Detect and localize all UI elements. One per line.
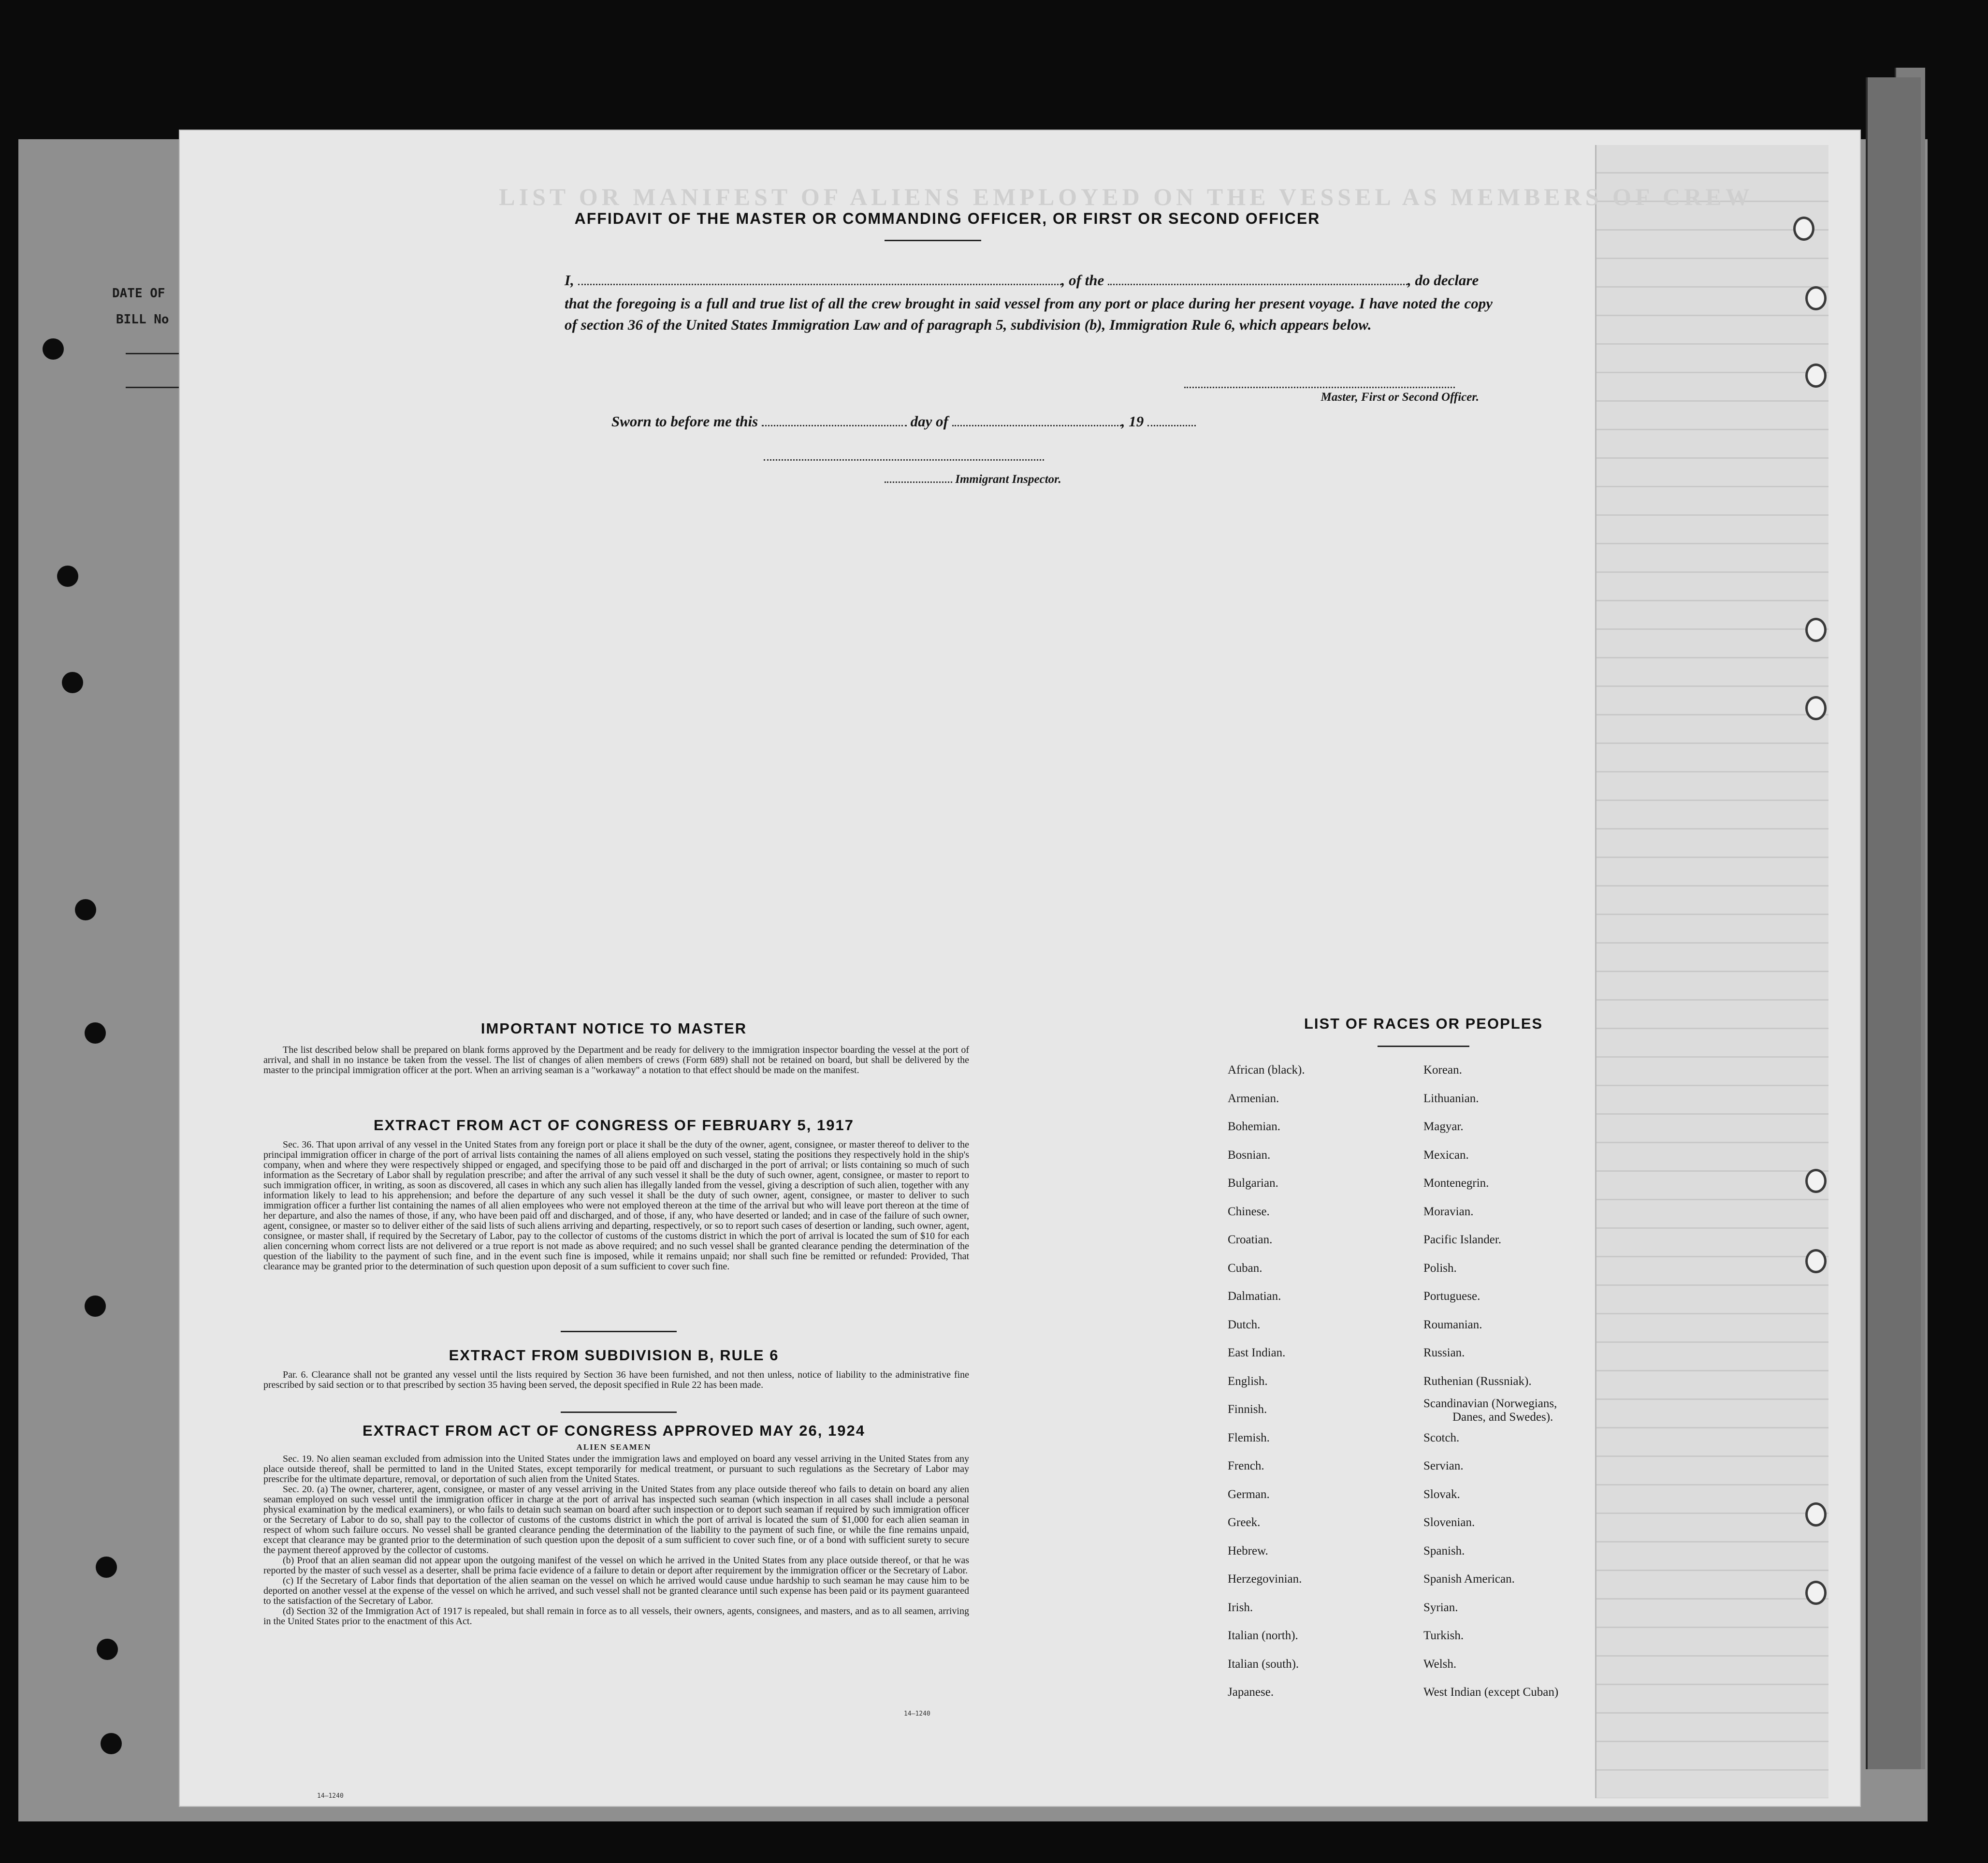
day-blank[interactable] <box>762 425 907 426</box>
race-item: Servian. <box>1423 1459 1464 1472</box>
race-item: Portuguese. <box>1423 1290 1480 1303</box>
race-item: Russian. <box>1423 1346 1465 1359</box>
master-caption: Master, First or Second Officer. <box>1320 391 1479 404</box>
footer-form-number: 14—1240 <box>317 1792 344 1800</box>
affidavit-line1 <box>565 270 1493 291</box>
race-item: Mexican. <box>1423 1148 1469 1162</box>
races-title: LIST OF RACES OR PEOPLES <box>1304 1015 1543 1032</box>
punch-hole <box>1805 286 1827 310</box>
race-item: Croatian. <box>1228 1233 1273 1246</box>
punch-hole <box>1805 1581 1827 1605</box>
section-20d: (d) Section 32 of the Immigration Act of 1917 is repealed, but shall remain in force as to all vessels, their owners, agents, consignees, and masters, and as to all seamen, arriving in the United States prior to the enactment of this Act. <box>263 1606 969 1627</box>
extract-1924-body <box>263 1454 969 1627</box>
title-rule <box>885 240 981 241</box>
race-item: Herzegovinian. <box>1228 1572 1302 1586</box>
race-item: Welsh. <box>1423 1657 1457 1671</box>
punch-hole <box>1805 1249 1827 1273</box>
punch-hole <box>1805 364 1827 388</box>
rule6-body: Par. 6. Clearance shall not be granted any vessel until the lists required by Section 36 have been furnished, and not then unless, notice of liability to the administrative fine prescribed by said section or to that prescribed by section 35 having been served, the deposit specified in Rule 22 has been made. <box>263 1369 969 1390</box>
race-item: Italian (south). <box>1228 1657 1299 1671</box>
extract-1924-subtitle: ALIEN SEAMEN <box>576 1442 652 1452</box>
year-blank[interactable] <box>1147 425 1196 426</box>
race-item: Syrian. <box>1423 1601 1458 1614</box>
affidavit-title: AFFIDAVIT OF THE MASTER OR COMMANDING OFFICER, OR FIRST OR SECOND OFFICER <box>574 210 1320 227</box>
section-rule <box>561 1331 677 1332</box>
race-item: Moravian. <box>1423 1205 1474 1218</box>
year-text: , 19 <box>1121 413 1144 430</box>
race-item: Spanish American. <box>1423 1572 1515 1586</box>
affidavit-declare: , do declare <box>1408 272 1479 289</box>
day-of-text: day of <box>910 413 948 430</box>
race-item: Korean. <box>1423 1063 1462 1077</box>
extract-1924-title: EXTRACT FROM ACT OF CONGRESS APPROVED MAY 26, 1924 <box>363 1422 865 1439</box>
punch-hole <box>1805 618 1827 642</box>
affidavit-i: I, <box>565 272 574 289</box>
name-blank[interactable] <box>578 284 1061 285</box>
race-item: Turkish. <box>1423 1629 1464 1642</box>
binder-hole <box>75 899 96 920</box>
race-item: Bulgarian. <box>1228 1177 1278 1190</box>
race-item: Chinese. <box>1228 1205 1270 1218</box>
race-item: East Indian. <box>1228 1346 1286 1359</box>
race-item: African (black). <box>1228 1063 1305 1077</box>
race-item: Dalmatian. <box>1228 1290 1281 1303</box>
section-20a: Sec. 20. (a) The owner, charterer, agent, consignee, or master of any vessel arriving in the United States from any place outside thereof who fails to detain on board any alien seaman employed on such vessel until the immigration officer in charge at the port of arrival has inspected such seaman (which inspection in all cases shall include a personal physical examination by the medical examiners), or who fails to detain such seaman on board after such inspection or to deport such seaman if required by such immigration officer or the Secretary of Labor to do so, shall pay to the collector of customs of the customs district in which the port of arrival is located the sum of $1,000 for each alien seaman in respect of whom such failure occurs. No vessel shall be granted clearance pending the determination of the liability to the payment of such fine, or while the fine remains unpaid, except that clearance may be granted prior to the determination of such question upon the deposit of a sum sufficient to cover such fine, or of a bond with sufficient surety to secure the payment thereof approved by the collector of customs. <box>263 1484 969 1556</box>
race-item: Finnish. <box>1228 1403 1267 1416</box>
race-item: Slovak. <box>1423 1487 1460 1501</box>
binder-hole <box>62 672 83 693</box>
race-item: Cuban. <box>1228 1261 1262 1275</box>
race-item: Hebrew. <box>1228 1544 1268 1557</box>
form-number: 14—1240 <box>904 1710 930 1717</box>
month-blank[interactable] <box>952 425 1121 426</box>
race-item: Spanish. <box>1423 1544 1465 1557</box>
sworn-text: Sworn to before me this <box>611 413 758 430</box>
binder-hole <box>97 1639 118 1660</box>
master-signature-blank[interactable] <box>1184 387 1455 388</box>
binder-hole <box>85 1295 106 1317</box>
race-item-continued: Danes, and Swedes). <box>1452 1411 1553 1424</box>
back-rule <box>126 353 179 354</box>
section-20c: (c) If the Secretary of Labor finds that deportation of the alien seaman on the vessel on which he arrived would cause undue hardship to such seaman he may cause him to be deported on another vessel at the expense of the vessel on which he arrived, and such vessel shall not be granted clearance until such expense has been paid or its payment guaranteed to the satisfaction of the Secretary of Labor. <box>263 1575 969 1606</box>
race-item: Slovenian. <box>1423 1516 1475 1529</box>
race-item: Bosnian. <box>1228 1148 1271 1162</box>
backing-sheet-edge <box>1866 77 1921 1769</box>
binder-hole <box>85 1022 106 1044</box>
inspector-caption: Immigrant Inspector. <box>955 473 1061 486</box>
extract-1917-title: EXTRACT FROM ACT OF CONGRESS OF FEBRUARY 5, 1917 <box>374 1117 854 1134</box>
punch-hole <box>1805 696 1827 720</box>
race-item: Japanese. <box>1228 1686 1274 1699</box>
affidavit-of-the: , of the <box>1061 272 1104 289</box>
race-item: Italian (north). <box>1228 1629 1298 1642</box>
race-item: Scotch. <box>1423 1431 1460 1444</box>
bleed-through-heading: LIST OR MANIFEST OF ALIENS EMPLOYED ON THE VESSEL AS MEMBERS OF CREW <box>499 183 1754 210</box>
race-item: West Indian (except Cuban) <box>1423 1686 1559 1699</box>
race-item: Armenian. <box>1228 1092 1279 1105</box>
race-item: German. <box>1228 1487 1270 1501</box>
section-19: Sec. 19. No alien seaman excluded from admission into the United States under the immigration laws and employed on board any vessel arriving in the United States from any place outside thereof, shall be permitted to land in the United States, except temporarily for medical treatment, or pursuant to such regulations as the Secretary of Labor may prescribe for the ultimate departure, removal, or deportation of such alien from the United States. <box>263 1454 969 1485</box>
race-item: Magyar. <box>1423 1120 1464 1133</box>
section-rule <box>561 1412 677 1413</box>
inspector-caption-row <box>885 473 1126 486</box>
binder-hole <box>57 566 78 587</box>
race-item: Lithuanian. <box>1423 1092 1479 1105</box>
inspector-signature-blank[interactable] <box>764 459 1044 461</box>
race-item: Pacific Islander. <box>1423 1233 1502 1246</box>
race-item: French. <box>1228 1459 1264 1472</box>
race-item: Scandinavian (Norwegians, Danes, and Swedes). <box>1423 1397 1557 1424</box>
rule6-title: EXTRACT FROM SUBDIVISION B, RULE 6 <box>449 1347 779 1364</box>
race-item: Polish. <box>1423 1261 1457 1275</box>
race-item: Bohemian. <box>1228 1120 1281 1133</box>
sworn-line <box>611 411 1336 432</box>
race-item: Irish. <box>1228 1601 1253 1614</box>
back-label-date: DATE OF <box>112 286 165 301</box>
race-item: Roumanian. <box>1423 1318 1482 1331</box>
punch-hole <box>1793 217 1814 241</box>
back-rule <box>126 387 179 388</box>
race-item: Greek. <box>1228 1516 1261 1529</box>
race-item: Dutch. <box>1228 1318 1261 1331</box>
notice-title: IMPORTANT NOTICE TO MASTER <box>480 1020 747 1037</box>
binder-hole <box>96 1557 117 1578</box>
punch-hole <box>1805 1502 1827 1527</box>
notice-body: The list described below shall be prepared on blank forms approved by the Department and be ready for delivery to the immigration inspector boarding the vessel at the port of arrival, and shall in no instance be taken from the vessel. The list of changes of alien members of crews (Form 689) shall not be retained on board, but shall be delivered by the master to the principal immigration officer at the port. When an arriving seaman is a "workaway" a notation to that effect should be made on the manifest. <box>263 1045 969 1076</box>
affidavit-paragraph: that the foregoing is a full and true list of all the crew brought in said vessel from any port or place during her present voyage. I have noted the copy of section 36 of the United States Immigration Law and of paragraph 5, subdivision (b), Immigration Rule 6, which appears below. <box>565 295 1493 333</box>
back-label-bill: BILL No <box>116 312 169 327</box>
binder-hole <box>101 1733 122 1754</box>
inspector-blank[interactable] <box>885 481 952 483</box>
race-item: Montenegrin. <box>1423 1177 1489 1190</box>
punch-hole <box>1805 1169 1827 1193</box>
ruled-strip <box>1595 145 1828 1798</box>
race-item: English. <box>1228 1374 1268 1388</box>
vessel-blank[interactable] <box>1108 284 1408 285</box>
section-20b: (b) Proof that an alien seaman did not appear upon the outgoing manifest of the vessel on which he arrived in the United States from any place outside thereof, or that he was reported by the master of such vessel as a deserter, shall be prima facie evidence of a failure to detain or deport after requirement by the immigration officer or the Secretary of Labor. <box>263 1555 969 1576</box>
races-rule <box>1378 1046 1469 1047</box>
race-item: Ruthenian (Russniak). <box>1423 1374 1532 1388</box>
extract-1917-body: Sec. 36. That upon arrival of any vessel in the United States from any foreign port or place it shall be the duty of the owner, agent, consignee, or master thereof to deliver to the principal immigration officer in charge of the port of arrival lists containing the names of all aliens employed on such vessel, stating the positions they respectively hold in the ship's company, when and where they were respectively shipped or engaged, and specifying those to be paid off and discharged in the port of arrival; or lists containing so much of such information as the Secretary of Labor shall by regulation prescribe; and after the arrival of any such vessel it shall be the duty of such owner, agent, consignee, or master to report to such immigration officer, in writing, as soon as discovered, all cases in which any such alien has illegally landed from the vessel, giving a description of such alien, together with any information likely to lead to his apprehension; and before the departure of any such vessel it shall be the duty of such owner, agent, consignee, or master to deliver to such immigration officer a further list containing the names of all alien employees who were not employed thereon at the time of the arrival but who will leave port thereon at the time of her departure, and also the names of those, if any, who have been paid off and discharged, and of those, if any, who have deserted or landed; and in case of the failure of such owner, agent, consignee, or master so to deliver either of the said lists of such aliens arriving and departing, respectively, or so to report such cases of desertion or landing, such owner, agent, consignee, or master shall, if required by the Secretary of Labor, pay to the collector of customs of the customs district in which the port of arrival is located the sum of $10 for each alien concerning whom correct lists are not delivered or a true report is not made as above required; and no such vessel shall be granted clearance pending the determination of the question of the liability to the payment of such fine, and in the event such fine is imposed, while it remains unpaid; nor shall such fine be remitted or refunded: Provided, That clearance may be granted prior to the determination of such question upon deposit of a sum sufficient to cover such fine. <box>263 1139 969 1272</box>
binder-hole <box>43 338 64 360</box>
race-item: Flemish. <box>1228 1431 1270 1444</box>
